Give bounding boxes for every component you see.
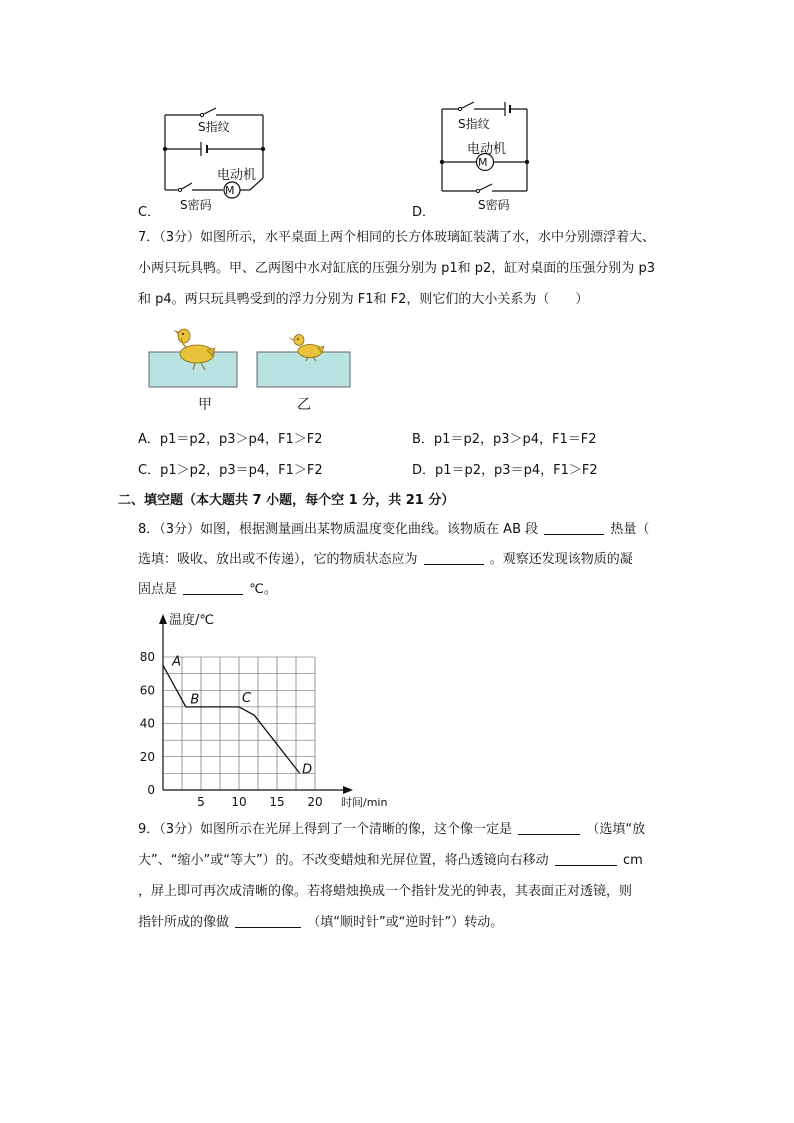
q9-blank-1[interactable] xyxy=(518,820,580,835)
motor-symbol-c: M xyxy=(225,184,235,197)
x-tick-label: 15 xyxy=(269,795,285,808)
q9-line-1-text-b: （选填“放 xyxy=(586,822,646,837)
temperature-chart xyxy=(130,608,410,808)
switch-label-top-c: S指纹 xyxy=(198,120,230,134)
q8-line-1-text-a: 8．（3分）如图，根据测量画出某物质温度变化曲线。该物质在 AB 段 xyxy=(138,522,539,537)
x-tick-label: 20 xyxy=(307,795,323,808)
figure-label-jia: 甲 xyxy=(198,397,212,413)
q7-line-3: 和 p4。两只玩具鸭受到的浮力分别为 F1和 F2，则它们的大小关系为（ ） xyxy=(138,292,589,307)
q9-line-1-text-a: 9．（3分）如图所示在光屏上得到了一个清晰的像，这个像一定是 xyxy=(138,822,513,837)
point-label-b: B xyxy=(190,692,200,708)
section-2-title: 二、填空题（本大题共 7 小题，每个空 1 分，共 21 分） xyxy=(118,493,455,508)
y-tick-label: 80 xyxy=(139,650,155,664)
q8-line-1 xyxy=(138,520,649,540)
q9-line-1 xyxy=(138,820,645,840)
q9-blank-3[interactable] xyxy=(235,913,301,928)
q8-blank-2[interactable] xyxy=(424,550,484,565)
temperature-curve xyxy=(163,665,300,773)
q9-line-4 xyxy=(138,913,503,933)
q9-blank-2[interactable] xyxy=(555,851,617,866)
y-tick-label: 0 xyxy=(147,783,155,797)
switch-label-bottom-c: S密码 xyxy=(180,198,212,212)
motor-label-d: 电动机 xyxy=(467,142,507,157)
y-tick-label: 60 xyxy=(139,683,155,698)
motor-label-c: 电动机 xyxy=(217,168,257,183)
figure-label-yi: 乙 xyxy=(297,397,311,413)
q8-line-3 xyxy=(138,580,277,600)
q8-line-3-text-b: ℃。 xyxy=(249,582,277,597)
x-axis-arrow-icon xyxy=(343,786,353,794)
q9-line-2 xyxy=(138,851,643,871)
motor-symbol-d: M xyxy=(478,156,488,169)
x-tick-label: 5 xyxy=(197,795,205,808)
point-label-a: A xyxy=(172,654,182,670)
duck-tanks-figure xyxy=(145,320,360,395)
option-label-c: C． xyxy=(138,205,161,220)
q9-line-2-text-b: cm xyxy=(622,853,643,868)
q9-line-2-text-a: 大”、“缩小”或“等大”）的。不改变蜡烛和光屏位置，将凸透镜向右移动 xyxy=(138,853,549,868)
q8-line-3-text-a: 固点是 xyxy=(138,582,178,597)
switch-label-top-d: S指纹 xyxy=(458,117,490,131)
q9-line-4-text-a: 指针所成的像做 xyxy=(138,915,230,930)
point-label-d: D xyxy=(302,762,313,778)
y-axis-arrow-icon xyxy=(159,614,167,624)
q8-blank-1[interactable] xyxy=(544,520,604,535)
y-axis-label: 温度/℃ xyxy=(169,613,214,628)
q8-line-2-text-b: 。观察还发现该物质的凝 xyxy=(489,552,633,567)
q9-line-4-text-b: （填“顺时针”或“逆时针”）转动。 xyxy=(307,915,504,930)
x-tick-label: 10 xyxy=(231,795,247,808)
option-label-d: D． xyxy=(412,205,436,220)
q8-blank-3[interactable] xyxy=(183,580,243,595)
q7-line-1: 7．（3分）如图所示，水平桌面上两个相同的长方体玻璃缸装满了水，水中分别漂浮着大、 xyxy=(138,230,656,245)
q8-line-2 xyxy=(138,550,633,570)
x-axis-label: 时间/min xyxy=(341,796,388,808)
q7-option-b[interactable]: B．p1＝p2，p3＞p4，F1＝F2 xyxy=(412,432,597,447)
q9-line-3: ，屏上即可再次成清晰的像。若将蜡烛换成一个指针发光的钟表，其表面正对透镜，则 xyxy=(138,884,633,899)
y-tick-label: 20 xyxy=(139,749,155,764)
q7-option-a[interactable]: A．p1＝p2，p3＞p4，F1＞F2 xyxy=(138,432,323,447)
switch-label-bottom-d: S密码 xyxy=(478,198,510,212)
q8-line-2-text-a: 选填：吸收、放出或不传递），它的物质状态应为 xyxy=(138,552,418,567)
q7-option-c[interactable]: C．p1＞p2，p3＝p4，F1＞F2 xyxy=(138,463,323,478)
q7-option-d[interactable]: D．p1＝p2，p3＝p4，F1＞F2 xyxy=(412,463,598,478)
y-tick-label: 40 xyxy=(139,716,155,731)
point-label-c: C xyxy=(242,690,252,706)
q8-line-1-text-b: 热量（ xyxy=(610,522,650,537)
q7-line-2: 小两只玩具鸭。甲、乙两图中水对缸底的压强分别为 p1和 p2，缸对桌面的压强分别为 p3 xyxy=(138,261,655,276)
